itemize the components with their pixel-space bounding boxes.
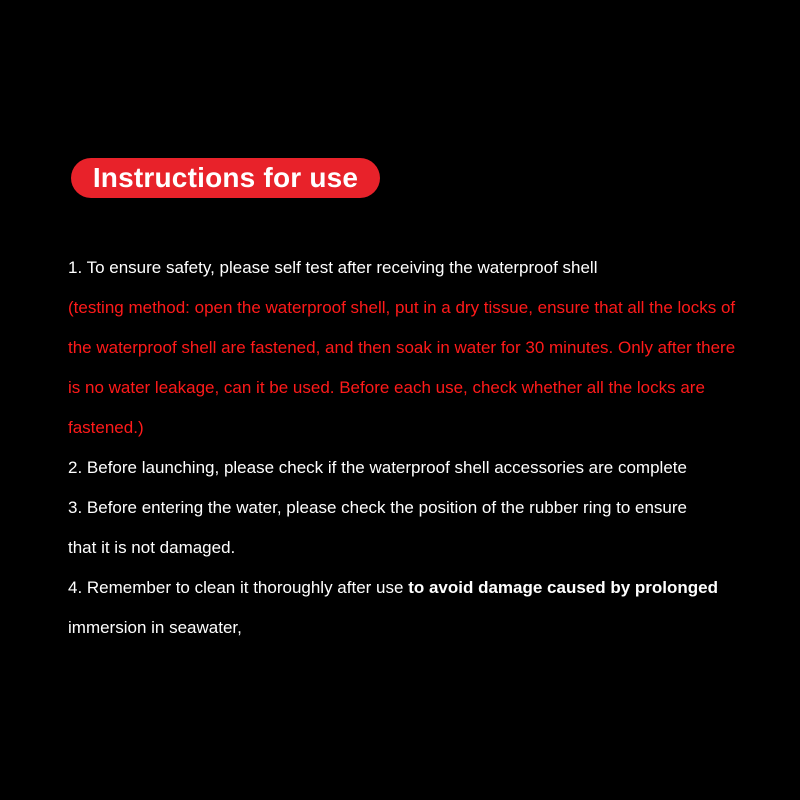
- testing-note-line-2: the waterproof shell are fastened, and then soak in water for 30 minutes. Only after there: [68, 338, 736, 357]
- instruction-step-4-line-2: immersion in seawater,: [68, 618, 242, 637]
- instruction-step-4-line-1: [68, 578, 718, 598]
- instruction-step-3-line-2: that it is not damaged.: [68, 538, 236, 557]
- testing-note-line-1: (testing method: open the waterproof shell, put in a dry tissue, ensure that all the locks of: [68, 298, 736, 317]
- testing-note-line-3: is no water leakage, can it be used. Before each use, check whether all the locks are: [68, 378, 705, 397]
- testing-note-line-4: fastened.): [68, 418, 144, 437]
- instruction-step-1: 1. To ensure safety, please self test after receiving the waterproof shell: [68, 258, 598, 277]
- instruction-step-3-line-1: 3. Before entering the water, please check the position of the rubber ring to ensure: [68, 498, 687, 517]
- instruction-step-2: 2. Before launching, please check if the waterproof shell accessories are complete: [68, 458, 687, 477]
- step-4-emphasis: to avoid damage caused by prolonged: [408, 578, 719, 597]
- step-4-text: 4. Remember to clean it thoroughly after use: [68, 578, 409, 597]
- title-badge: [71, 158, 380, 198]
- page-title: Instructions for use: [92, 162, 359, 193]
